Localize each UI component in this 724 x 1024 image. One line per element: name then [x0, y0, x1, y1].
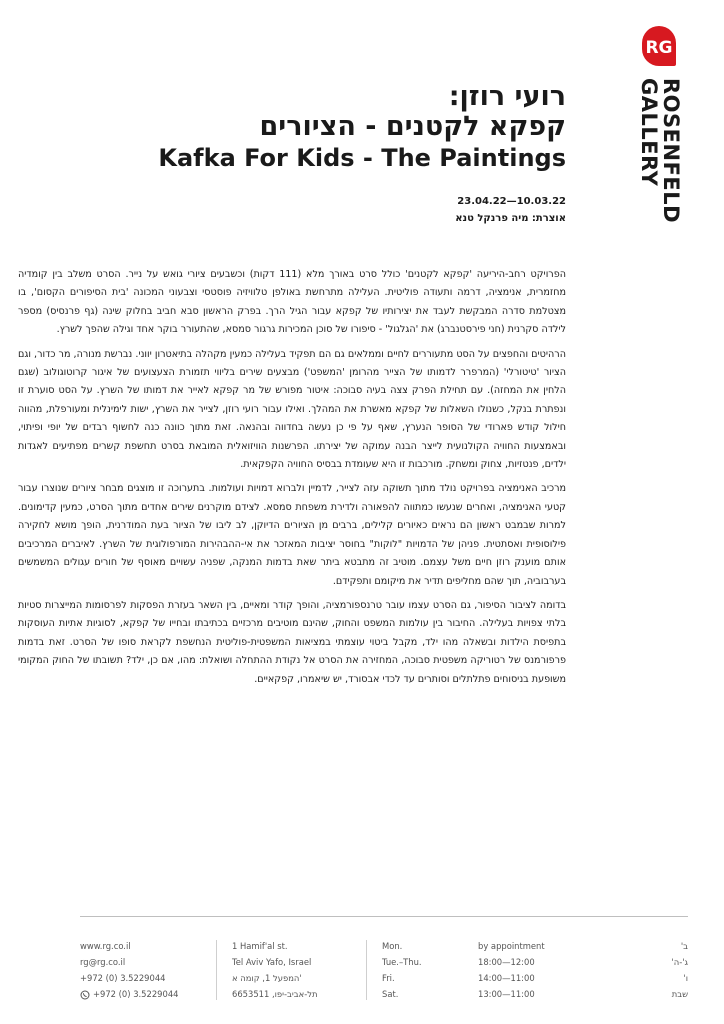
title-hebrew-exhibition: קפקא לקטנים - הציורים: [259, 111, 566, 142]
logo-line-gallery: GALLERY: [637, 78, 661, 187]
rg-logo-icon: [642, 26, 676, 66]
hours-day-hebrew: שבת: [671, 989, 688, 999]
title-hebrew-artist: רועי רוזן:: [448, 81, 566, 112]
title-english: Kafka For Kids - The Paintings: [158, 144, 566, 172]
whatsapp-number: +972 (0) 3.5229044: [93, 989, 179, 999]
hours-row: [382, 954, 688, 970]
whatsapp-contact[interactable]: [80, 986, 200, 1002]
footer-separator: [366, 940, 367, 1000]
footer-address: [232, 938, 352, 1002]
hours-day: Fri.: [382, 973, 395, 983]
paragraph: הרהיטים והחפצים על הסט מתעוררים לחיים וממלאים גם הם תפקיד בעלילה כמעין מקהלה בתיאטרון יווני. נברשת מנורה, מר כדור, וגם הציור 'טיטורלי' (המרפרר לדמותו של הצייר מהרומן 'המשפט') מבצעים שירים בליווי תזמורת הצעצועים של איגור קרוטוגולוב (שגם הלחין את המחזה). עם תחילת הפרק צצה בעיה סבוכה: איטור מפורש של מר קפקא לאייר את דמותו של השרץ. על הסט סוערת זו ונפתרת בנקל, כשנולו השאלות של קפקא מאשרת את המהלך. ואילו עבור רועי רוזן, לצייר את השרץ, ישות לימינלית ומעורפלת, מהווה חילול קודש פארודי של הסופר הנערץ, שאף על פי כן נעשה בחדווה ובהנאה. זאת מתוך כוונה כנה לחשוף רבדים של יופי ופיתוי, ובאמצעות החוויה הקולנועית לייצר הבנה עמוקה של יצירתו. הפרשנות הוויזואלית המובאת בסרט תחשפת קשרים מפתיעים לאגדות ילדים, פנטזיות, צחוק ומשחק. מורכבות זו היא שעומדת בבסיס החוויה הקפקאית.: [18, 348, 566, 471]
hours-time: 14:00—11:00: [478, 973, 535, 983]
hours-row: [382, 938, 688, 954]
footer: [80, 938, 688, 1004]
hours-day: Sat.: [382, 989, 399, 999]
exhibition-dates: 23.04.22—10.03.22: [457, 196, 566, 207]
exhibition-header: [96, 82, 566, 224]
hours-day: Tue.–Thu.: [382, 957, 422, 967]
paragraph: מרכיב האנימציה בפרויקט נולד מתוך תשוקה עזה לצייר, לדמיין ולברוא דמויות ועולמות. בתערוכה זו מוצגים מבחר ציורים שנוצרו עבור קטעי האנימציה, ואחרים שנעשו כמתווה להפאורה ולדירת משפחת סמסא. לצידם מוקרנים שירים אחדים מתוך הסרט, כמעין קדימונים. למרות שבמבט ראשון הם נראים כאיורים קלילים, ברבים מן הציורים הדיוקן, לב ליבו של הציור בעת המודרנית, הופך מושא לחקירה פילוסופית ואסתטית. פניהן של הדמויות "לוקות" בחוסר יציבות המאזכר את אי-ההבהירות המורפולוגית של השרץ. לאיברים המרכיבים אותם מוענק רוזן חיים משל עצמם. מוטיב זה מתבטא ביתר שאת בדמות המנקה, שפניה עשויים מאוסף של חורים עגולים המשמשים בערבוביה, תוך שהם מחליפים תדיר את מיקומם ותפקידם.: [18, 483, 566, 587]
website-link[interactable]: www.rg.co.il: [80, 941, 131, 951]
opening-hours: [382, 938, 688, 1002]
footer-separator: [216, 940, 217, 1000]
address-line: 1 Hamif'al st.: [232, 941, 288, 951]
footer-contact: [80, 938, 200, 1002]
hours-day-hebrew: ו': [683, 973, 688, 983]
whatsapp-icon: [80, 990, 90, 1000]
logo-mark-text: RG: [645, 38, 673, 58]
hours-day-hebrew: ב': [680, 941, 688, 951]
hours-time: 18:00—12:00: [478, 957, 535, 967]
exhibition-text: [18, 266, 566, 695]
hours-day-hebrew: ג'-ה': [671, 957, 688, 967]
hours-row: [382, 970, 688, 986]
curator-credit: אוצרת: מיה פרנקל טנא: [455, 213, 566, 224]
footer-divider: [80, 916, 688, 917]
logo-line-rosenfeld: ROSENFELD: [659, 78, 683, 224]
hours-time: 13:00—11:00: [478, 989, 535, 999]
logo-wordmark: [638, 78, 682, 223]
paragraph: הפרויקט רחב-היריעה 'קפקא לקטנים' כולל סרט באורך מלא (111 דקות) וכשבעים ציורי גואש על נייר. הסרט משלב בין קומדיה מחזמרית, אנימציה, דרמה ותעודה פוליטית. העלילה מתרחשת באולפן טלוויזיה פוסטסי וצבעוני המכונה 'בית הסיפורים הקסום', בו מצטלמת סדרה המבקשת לעבד את יצירותיו של קפקא עבור הגיל הרך. בפרק הראשון סבא חביב בחלוק שינה (גף פרנסיס) מספר לילדה סקרנית (חני פירסטנברג) את 'הגלגול' - סיפורו של סוכן המכירות גרגור סמסא, שהתעורר בוקר אחד וגילה שהפך לשרץ.: [18, 269, 566, 336]
address-line: Tel Aviv Yafo, Israel: [232, 957, 312, 967]
hours-day: Mon.: [382, 941, 403, 951]
phone-number[interactable]: +972 (0) 3.5229044: [80, 973, 166, 983]
hours-row: [382, 986, 688, 1002]
hours-time: by appointment: [478, 941, 545, 951]
email-link[interactable]: rg@rg.co.il: [80, 957, 126, 967]
address-line-hebrew: תל-אביב-יפו, 6653511: [232, 989, 318, 999]
paragraph: בדומה לציבור הסיפור, גם הסרט עצמו עובר טרנספורמציה, והופך קודר ומאיים, בין השאר בעזרת הפסקות לפרסומות המייצרות סטיות בלתי צפויות בעלילה. החיבור בין עולמות המשפט והחוק, שהינם מוטיבים מרכזיים בכתיבתו ובחייו של קפקא, לסוגיות אתיות העוסקות בתפיסת הילדות ובשאלה מהו ילד, מקבל ביטוי עוצמתי במציאות המשפטית-פוליטית הנחשפת לקראת סופו של הסרט. זאת בדמות פרפורמנס של רטוריקה משפטית סבוכה, המחזירה את הסרט אל נקודת ההתחלה ושואלת: מהו, אם כן, ילד? תשובתו של החוק המקומי משופעת בניסוחים פתלתלים וסותרים עד לכדי אבסורד, יש שיאמרו, קפקאיים.: [18, 599, 566, 685]
address-line-hebrew: המפעל 1, קומה א': [232, 973, 302, 983]
